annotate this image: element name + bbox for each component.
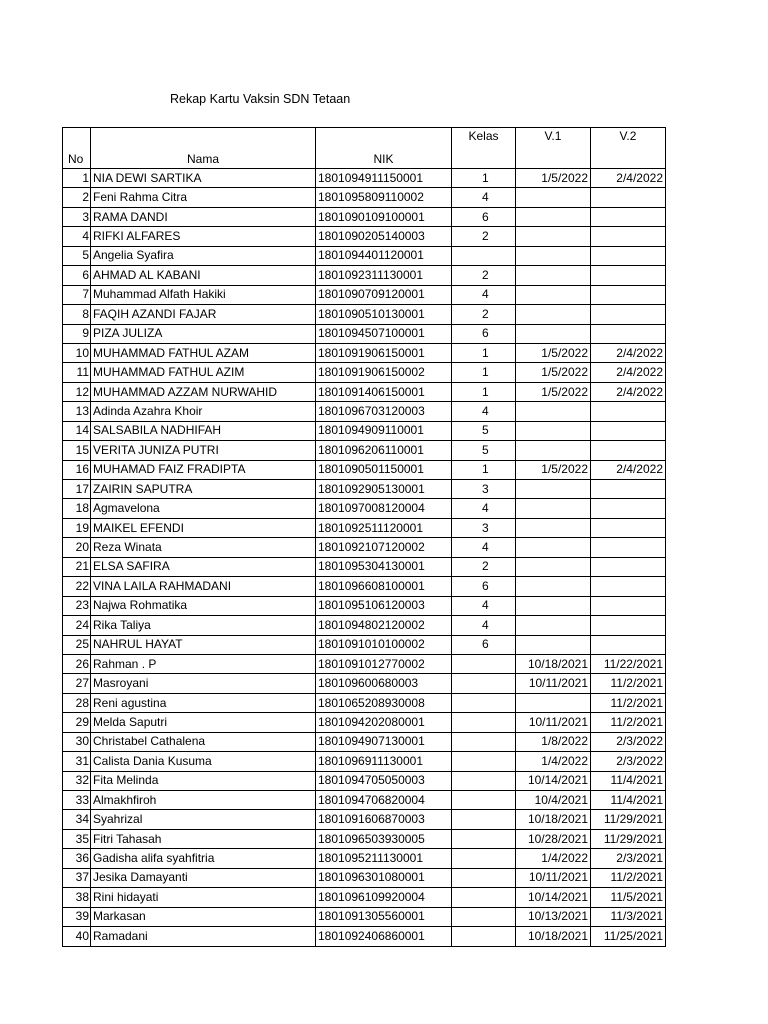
cell-kelas <box>452 888 516 907</box>
cell-no: 40 <box>63 927 91 946</box>
table-row <box>63 246 666 265</box>
cell-v2 <box>591 557 666 576</box>
table-row <box>63 713 666 732</box>
header-v1: V.1 <box>516 128 591 149</box>
table-row <box>63 752 666 771</box>
cell-nama: Almakhfiroh <box>91 791 316 810</box>
cell-nik: 1801091406150001 <box>316 382 452 401</box>
cell-no: 10 <box>63 343 91 362</box>
table-row <box>63 849 666 868</box>
cell-nik: 1801096703120003 <box>316 402 452 421</box>
cell-kelas: 6 <box>452 324 516 343</box>
cell-kelas: 2 <box>452 557 516 576</box>
cell-nama: Gadisha alifa syahfitria <box>91 849 316 868</box>
table-row <box>63 771 666 790</box>
cell-v1: 1/4/2022 <box>516 752 591 771</box>
cell-nama: RAMA DANDI <box>91 207 316 226</box>
cell-nik: 1801094909110001 <box>316 421 452 440</box>
cell-nik: 1801094907130001 <box>316 732 452 751</box>
cell-nik: 1801095304130001 <box>316 557 452 576</box>
cell-no: 35 <box>63 829 91 848</box>
cell-v1: 10/11/2021 <box>516 868 591 887</box>
cell-v2 <box>591 596 666 615</box>
cell-v2 <box>591 207 666 226</box>
header-row-bottom <box>63 148 666 169</box>
cell-kelas: 6 <box>452 635 516 654</box>
cell-v1: 10/18/2021 <box>516 654 591 673</box>
header-v1-bottom <box>516 148 591 169</box>
cell-no: 36 <box>63 849 91 868</box>
cell-nama: Jesika Damayanti <box>91 868 316 887</box>
cell-no: 31 <box>63 752 91 771</box>
cell-v2 <box>591 246 666 265</box>
cell-nik: 1801092905130001 <box>316 480 452 499</box>
table-row <box>63 285 666 304</box>
cell-kelas: 1 <box>452 382 516 401</box>
table-row <box>63 382 666 401</box>
cell-kelas <box>452 771 516 790</box>
cell-kelas <box>452 713 516 732</box>
table-row <box>63 577 666 596</box>
cell-v2 <box>591 266 666 285</box>
cell-v1 <box>516 402 591 421</box>
cell-kelas: 4 <box>452 499 516 518</box>
cell-no: 25 <box>63 635 91 654</box>
cell-v2 <box>591 402 666 421</box>
cell-nama: RIFKI ALFARES <box>91 227 316 246</box>
table-row <box>63 927 666 946</box>
cell-nik: 1801091010100002 <box>316 635 452 654</box>
cell-kelas <box>452 732 516 751</box>
table-row <box>63 693 666 712</box>
cell-nama: Adinda Azahra Khoir <box>91 402 316 421</box>
table-row <box>63 169 666 188</box>
cell-no: 34 <box>63 810 91 829</box>
cell-kelas: 1 <box>452 460 516 479</box>
cell-no: 14 <box>63 421 91 440</box>
cell-no: 7 <box>63 285 91 304</box>
cell-no: 16 <box>63 460 91 479</box>
cell-nik: 1801094705050003 <box>316 771 452 790</box>
cell-nik: 1801092406860001 <box>316 927 452 946</box>
header-kelas: Kelas <box>452 128 516 149</box>
cell-v1: 1/5/2022 <box>516 460 591 479</box>
cell-v2 <box>591 538 666 557</box>
cell-kelas <box>452 829 516 848</box>
cell-kelas <box>452 927 516 946</box>
cell-v2: 11/22/2021 <box>591 654 666 673</box>
cell-v2 <box>591 188 666 207</box>
cell-nik: 1801094202080001 <box>316 713 452 732</box>
cell-nik: 1801096206110001 <box>316 441 452 460</box>
cell-kelas <box>452 654 516 673</box>
cell-kelas <box>452 868 516 887</box>
header-nama-top <box>91 128 316 149</box>
cell-kelas: 4 <box>452 188 516 207</box>
cell-nama: NAHRUL HAYAT <box>91 635 316 654</box>
table-row <box>63 907 666 926</box>
cell-nik: 1801096608100001 <box>316 577 452 596</box>
table-row <box>63 188 666 207</box>
cell-v1: 10/28/2021 <box>516 829 591 848</box>
cell-v1 <box>516 441 591 460</box>
cell-nama: Fitri Tahasah <box>91 829 316 848</box>
cell-v2: 11/29/2021 <box>591 829 666 848</box>
cell-nama: Syahrizal <box>91 810 316 829</box>
cell-nik: 1801094706820004 <box>316 791 452 810</box>
cell-nama: Feni Rahma Citra <box>91 188 316 207</box>
cell-v2 <box>591 421 666 440</box>
cell-kelas: 5 <box>452 421 516 440</box>
cell-v1 <box>516 616 591 635</box>
cell-kelas: 1 <box>452 363 516 382</box>
cell-nama: Calista Dania Kusuma <box>91 752 316 771</box>
cell-nama: VERITA JUNIZA PUTRI <box>91 441 316 460</box>
cell-no: 12 <box>63 382 91 401</box>
cell-nik: 1801096503930005 <box>316 829 452 848</box>
cell-kelas: 6 <box>452 207 516 226</box>
cell-v1 <box>516 596 591 615</box>
cell-v1 <box>516 577 591 596</box>
cell-nama: AHMAD AL KABANI <box>91 266 316 285</box>
cell-v2: 11/2/2021 <box>591 693 666 712</box>
cell-nama: Reni agustina <box>91 693 316 712</box>
cell-nama: Reza Winata <box>91 538 316 557</box>
cell-v1: 1/5/2022 <box>516 363 591 382</box>
cell-no: 13 <box>63 402 91 421</box>
vaccine-table <box>62 127 666 947</box>
header-no: No <box>63 148 91 169</box>
table-row <box>63 635 666 654</box>
cell-v2: 2/4/2022 <box>591 169 666 188</box>
cell-v1 <box>516 266 591 285</box>
cell-v2 <box>591 285 666 304</box>
cell-nama: Ramadani <box>91 927 316 946</box>
cell-no: 6 <box>63 266 91 285</box>
cell-nama: MUHAMMAD FATHUL AZIM <box>91 363 316 382</box>
cell-no: 17 <box>63 480 91 499</box>
cell-kelas: 3 <box>452 480 516 499</box>
cell-v2: 11/3/2021 <box>591 907 666 926</box>
cell-nama: MAIKEL EFENDI <box>91 518 316 537</box>
cell-nama: Rini hidayati <box>91 888 316 907</box>
cell-nik: 1801094507100001 <box>316 324 452 343</box>
cell-nama: Rahman . P <box>91 654 316 673</box>
cell-nik: 1801091012770002 <box>316 654 452 673</box>
header-nama: Nama <box>91 148 316 169</box>
cell-nik: 1801095211130001 <box>316 849 452 868</box>
cell-kelas <box>452 246 516 265</box>
cell-v1: 10/4/2021 <box>516 791 591 810</box>
cell-no: 8 <box>63 305 91 324</box>
cell-v2: 2/4/2022 <box>591 382 666 401</box>
cell-kelas: 4 <box>452 538 516 557</box>
cell-v1 <box>516 557 591 576</box>
cell-nik: 1801090501150001 <box>316 460 452 479</box>
cell-v1 <box>516 480 591 499</box>
table-row <box>63 441 666 460</box>
table-row <box>63 868 666 887</box>
cell-no: 21 <box>63 557 91 576</box>
cell-kelas <box>452 849 516 868</box>
cell-nama: Markasan <box>91 907 316 926</box>
cell-nama: Agmavelona <box>91 499 316 518</box>
cell-nama: Fita Melinda <box>91 771 316 790</box>
cell-kelas: 2 <box>452 305 516 324</box>
cell-kelas: 4 <box>452 402 516 421</box>
table-row <box>63 810 666 829</box>
cell-no: 19 <box>63 518 91 537</box>
cell-nik: 1801092511120001 <box>316 518 452 537</box>
cell-kelas: 1 <box>452 169 516 188</box>
cell-no: 9 <box>63 324 91 343</box>
cell-v1 <box>516 324 591 343</box>
cell-no: 38 <box>63 888 91 907</box>
cell-kelas: 2 <box>452 266 516 285</box>
table-row <box>63 227 666 246</box>
cell-nama: MUHAMAD FAIZ FRADIPTA <box>91 460 316 479</box>
cell-v2: 11/5/2021 <box>591 888 666 907</box>
table-row <box>63 460 666 479</box>
cell-v1: 10/14/2021 <box>516 771 591 790</box>
table-row <box>63 654 666 673</box>
cell-v2: 2/4/2022 <box>591 343 666 362</box>
cell-v2 <box>591 635 666 654</box>
cell-kelas: 2 <box>452 227 516 246</box>
cell-no: 5 <box>63 246 91 265</box>
cell-v2: 2/4/2022 <box>591 460 666 479</box>
header-row-top <box>63 128 666 149</box>
cell-kelas: 1 <box>452 343 516 362</box>
cell-v1 <box>516 246 591 265</box>
cell-v2 <box>591 305 666 324</box>
table-row <box>63 538 666 557</box>
cell-kelas <box>452 810 516 829</box>
cell-v1: 1/4/2022 <box>516 849 591 868</box>
cell-v2 <box>591 616 666 635</box>
table-row <box>63 732 666 751</box>
cell-no: 28 <box>63 693 91 712</box>
cell-nik: 1801092107120002 <box>316 538 452 557</box>
cell-kelas: 3 <box>452 518 516 537</box>
cell-nama: VINA LAILA RAHMADANI <box>91 577 316 596</box>
cell-nama: ELSA SAFIRA <box>91 557 316 576</box>
cell-no: 11 <box>63 363 91 382</box>
cell-v2 <box>591 518 666 537</box>
cell-nama: Masroyani <box>91 674 316 693</box>
cell-v2: 11/2/2021 <box>591 674 666 693</box>
cell-v2: 2/3/2022 <box>591 752 666 771</box>
cell-v1 <box>516 227 591 246</box>
cell-v2: 11/2/2021 <box>591 868 666 887</box>
header-kelas-bottom <box>452 148 516 169</box>
cell-v2: 11/4/2021 <box>591 791 666 810</box>
table-row <box>63 557 666 576</box>
cell-no: 26 <box>63 654 91 673</box>
cell-nama: Melda Saputri <box>91 713 316 732</box>
cell-nik: 1801096109920004 <box>316 888 452 907</box>
cell-kelas: 5 <box>452 441 516 460</box>
cell-nik: 1801095809110002 <box>316 188 452 207</box>
cell-kelas <box>452 791 516 810</box>
table-row <box>63 499 666 518</box>
cell-no: 20 <box>63 538 91 557</box>
cell-nama: Angelia Syafira <box>91 246 316 265</box>
cell-kelas <box>452 907 516 926</box>
cell-no: 33 <box>63 791 91 810</box>
cell-nama: MUHAMMAD AZZAM NURWAHID <box>91 382 316 401</box>
cell-v1 <box>516 188 591 207</box>
cell-no: 18 <box>63 499 91 518</box>
table-row <box>63 518 666 537</box>
cell-no: 22 <box>63 577 91 596</box>
cell-no: 30 <box>63 732 91 751</box>
cell-nama: MUHAMMAD FATHUL AZAM <box>91 343 316 362</box>
cell-no: 27 <box>63 674 91 693</box>
cell-v1 <box>516 693 591 712</box>
cell-nik: 1801091906150002 <box>316 363 452 382</box>
cell-nama: FAQIH AZANDI FAJAR <box>91 305 316 324</box>
cell-v1 <box>516 518 591 537</box>
cell-nama: NIA DEWI SARTIKA <box>91 169 316 188</box>
cell-nik: 1801091606870003 <box>316 810 452 829</box>
cell-v2 <box>591 441 666 460</box>
header-v2-bottom <box>591 148 666 169</box>
cell-no: 3 <box>63 207 91 226</box>
cell-nama: SALSABILA NADHIFAH <box>91 421 316 440</box>
cell-no: 39 <box>63 907 91 926</box>
cell-nama: Najwa Rohmatika <box>91 596 316 615</box>
cell-no: 32 <box>63 771 91 790</box>
cell-no: 4 <box>63 227 91 246</box>
cell-nik: 1801090109100001 <box>316 207 452 226</box>
cell-v2 <box>591 324 666 343</box>
cell-kelas <box>452 752 516 771</box>
cell-v1: 10/11/2021 <box>516 674 591 693</box>
cell-v2: 2/3/2022 <box>591 732 666 751</box>
cell-v1: 1/5/2022 <box>516 169 591 188</box>
cell-nama: Muhammad Alfath Hakiki <box>91 285 316 304</box>
table-row <box>63 616 666 635</box>
table-row <box>63 480 666 499</box>
cell-v2 <box>591 480 666 499</box>
cell-no: 2 <box>63 188 91 207</box>
cell-nik: 1801094802120002 <box>316 616 452 635</box>
cell-no: 23 <box>63 596 91 615</box>
cell-v2: 11/4/2021 <box>591 771 666 790</box>
cell-v1 <box>516 305 591 324</box>
table-row <box>63 791 666 810</box>
cell-v2: 11/25/2021 <box>591 927 666 946</box>
cell-nama: Christabel Cathalena <box>91 732 316 751</box>
cell-kelas <box>452 693 516 712</box>
table-row <box>63 343 666 362</box>
cell-v1: 1/5/2022 <box>516 382 591 401</box>
cell-v1: 10/18/2021 <box>516 927 591 946</box>
cell-v1 <box>516 635 591 654</box>
cell-kelas: 6 <box>452 577 516 596</box>
cell-nik: 180109600680003 <box>316 674 452 693</box>
cell-no: 29 <box>63 713 91 732</box>
cell-v2 <box>591 577 666 596</box>
cell-nik: 1801091305560001 <box>316 907 452 926</box>
cell-nik: 1801090709120001 <box>316 285 452 304</box>
table-row <box>63 402 666 421</box>
cell-nik: 1801095106120003 <box>316 596 452 615</box>
table-row <box>63 421 666 440</box>
table-row <box>63 829 666 848</box>
cell-nik: 1801090510130001 <box>316 305 452 324</box>
cell-v2 <box>591 227 666 246</box>
cell-v2: 2/4/2022 <box>591 363 666 382</box>
cell-v1 <box>516 538 591 557</box>
cell-v2: 11/2/2021 <box>591 713 666 732</box>
cell-kelas: 4 <box>452 596 516 615</box>
cell-nik: 1801065208930008 <box>316 693 452 712</box>
cell-no: 1 <box>63 169 91 188</box>
cell-nama: Rika Taliya <box>91 616 316 635</box>
table-row <box>63 888 666 907</box>
cell-nama: ZAIRIN SAPUTRA <box>91 480 316 499</box>
cell-nik: 1801092311130001 <box>316 266 452 285</box>
table-row <box>63 363 666 382</box>
cell-nik: 1801096911130001 <box>316 752 452 771</box>
table-row <box>63 207 666 226</box>
cell-v2: 11/29/2021 <box>591 810 666 829</box>
cell-nik: 1801091906150001 <box>316 343 452 362</box>
cell-v1 <box>516 499 591 518</box>
cell-v1: 10/18/2021 <box>516 810 591 829</box>
cell-v1: 1/5/2022 <box>516 343 591 362</box>
cell-v1: 10/11/2021 <box>516 713 591 732</box>
cell-v1: 10/14/2021 <box>516 888 591 907</box>
cell-nik: 1801097008120004 <box>316 499 452 518</box>
cell-no: 37 <box>63 868 91 887</box>
cell-no: 15 <box>63 441 91 460</box>
cell-v1: 10/13/2021 <box>516 907 591 926</box>
cell-kelas: 4 <box>452 285 516 304</box>
document-title: Rekap Kartu Vaksin SDN Tetaan <box>170 92 351 106</box>
cell-v1 <box>516 207 591 226</box>
cell-kelas <box>452 674 516 693</box>
cell-no: 24 <box>63 616 91 635</box>
cell-nik: 1801090205140003 <box>316 227 452 246</box>
cell-nik: 1801094401120001 <box>316 246 452 265</box>
table-row <box>63 305 666 324</box>
cell-v1 <box>516 421 591 440</box>
cell-v1: 1/8/2022 <box>516 732 591 751</box>
cell-nik: 1801096301080001 <box>316 868 452 887</box>
table-row <box>63 596 666 615</box>
header-v2: V.2 <box>591 128 666 149</box>
header-nik: NIK <box>316 148 452 169</box>
table-row <box>63 324 666 343</box>
cell-v2: 2/3/2021 <box>591 849 666 868</box>
table-row <box>63 266 666 285</box>
cell-nik: 1801094911150001 <box>316 169 452 188</box>
cell-v1 <box>516 285 591 304</box>
header-nik-top <box>316 128 452 149</box>
header-no-top <box>63 128 91 149</box>
cell-nama: PIZA JULIZA <box>91 324 316 343</box>
cell-v2 <box>591 499 666 518</box>
table-row <box>63 674 666 693</box>
cell-kelas: 4 <box>452 616 516 635</box>
